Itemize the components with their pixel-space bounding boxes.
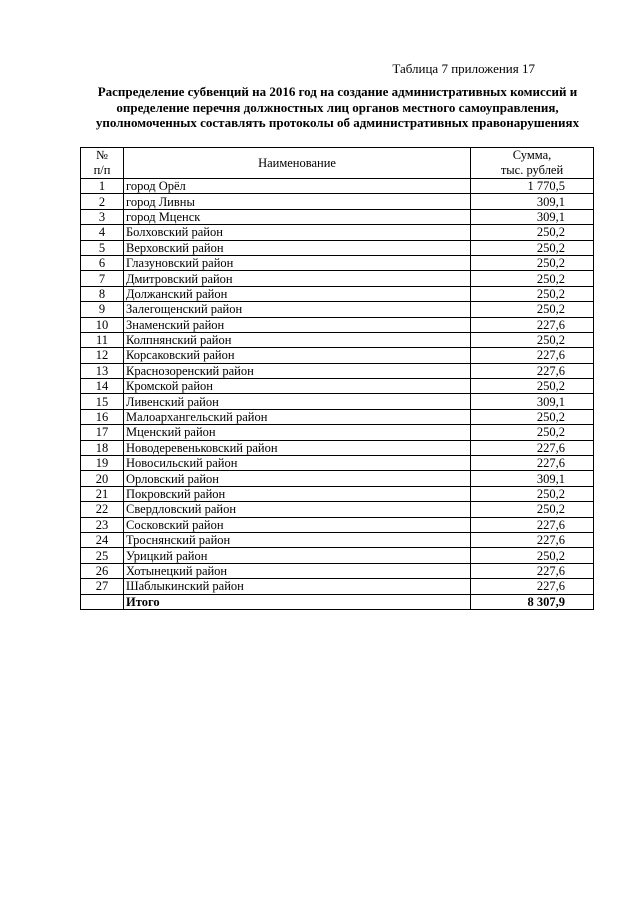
row-sum: 250,2 — [471, 271, 594, 286]
table-header-row — [81, 148, 594, 179]
header-number — [81, 148, 124, 179]
row-name: Ливенский район — [124, 394, 471, 409]
table-row — [81, 225, 594, 240]
row-number: 23 — [81, 517, 124, 532]
row-sum: 227,6 — [471, 563, 594, 578]
table-row — [81, 286, 594, 301]
total-row — [81, 594, 594, 609]
row-name: Новодеревеньковский район — [124, 440, 471, 455]
row-name: Залегощенский район — [124, 302, 471, 317]
row-name: Хотынецкий район — [124, 563, 471, 578]
row-number: 1 — [81, 179, 124, 194]
row-number: 7 — [81, 271, 124, 286]
table-row — [81, 363, 594, 378]
row-name: Троснянский район — [124, 532, 471, 547]
table-reference: Таблица 7 приложения 17 — [392, 61, 535, 76]
row-number: 19 — [81, 456, 124, 471]
row-sum: 309,1 — [471, 194, 594, 209]
row-number: 3 — [81, 209, 124, 224]
table-row — [81, 348, 594, 363]
row-number: 6 — [81, 255, 124, 270]
row-number: 15 — [81, 394, 124, 409]
row-sum: 250,2 — [471, 502, 594, 517]
row-sum: 309,1 — [471, 209, 594, 224]
subsidy-table — [80, 147, 594, 610]
header-sum — [471, 148, 594, 179]
row-number: 10 — [81, 317, 124, 332]
row-number: 8 — [81, 286, 124, 301]
header-name: Наименование — [124, 148, 471, 179]
row-sum: 309,1 — [471, 471, 594, 486]
row-name: Урицкий район — [124, 548, 471, 563]
table-row — [81, 255, 594, 270]
table-row — [81, 425, 594, 440]
table-row — [81, 532, 594, 547]
header-number-line2: п/п — [93, 163, 111, 177]
table-row — [81, 517, 594, 532]
row-name: Болховский район — [124, 225, 471, 240]
table-row — [81, 332, 594, 347]
table-row — [81, 548, 594, 563]
row-sum: 250,2 — [471, 548, 594, 563]
row-number: 26 — [81, 563, 124, 578]
row-sum: 250,2 — [471, 425, 594, 440]
row-sum: 250,2 — [471, 286, 594, 301]
document-title: Распределение субвенций на 2016 год на создание административных комиссий и определение перечня должностных лиц органов местного самоуправления, уполномоченных составлять протоколы об административных правонарушениях — [95, 84, 580, 130]
row-name: город Орёл — [124, 179, 471, 194]
row-name: Знаменский район — [124, 317, 471, 332]
row-number: 13 — [81, 363, 124, 378]
row-number: 9 — [81, 302, 124, 317]
row-name: Орловский район — [124, 471, 471, 486]
row-number: 17 — [81, 425, 124, 440]
row-number: 27 — [81, 579, 124, 594]
row-number: 11 — [81, 332, 124, 347]
row-name: Корсаковский район — [124, 348, 471, 363]
row-name: Дмитровский район — [124, 271, 471, 286]
row-name: Верховский район — [124, 240, 471, 255]
row-sum: 250,2 — [471, 225, 594, 240]
row-number: 20 — [81, 471, 124, 486]
row-number: 24 — [81, 532, 124, 547]
row-sum: 250,2 — [471, 255, 594, 270]
row-sum: 227,6 — [471, 456, 594, 471]
table-row — [81, 456, 594, 471]
row-sum: 227,6 — [471, 440, 594, 455]
row-name: Свердловский район — [124, 502, 471, 517]
table-row — [81, 194, 594, 209]
row-number: 18 — [81, 440, 124, 455]
row-name: Покровский район — [124, 486, 471, 501]
table-row — [81, 471, 594, 486]
row-sum: 227,6 — [471, 517, 594, 532]
row-number: 16 — [81, 409, 124, 424]
row-number: 22 — [81, 502, 124, 517]
row-sum: 1 770,5 — [471, 179, 594, 194]
row-sum: 250,2 — [471, 240, 594, 255]
row-sum: 250,2 — [471, 302, 594, 317]
row-number: 12 — [81, 348, 124, 363]
row-sum: 8 307,9 — [471, 594, 594, 609]
row-name: Колпнянский район — [124, 332, 471, 347]
row-number: 14 — [81, 379, 124, 394]
row-sum: 309,1 — [471, 394, 594, 409]
table-row — [81, 486, 594, 501]
row-name: город Ливны — [124, 194, 471, 209]
table-row — [81, 209, 594, 224]
row-number: 21 — [81, 486, 124, 501]
row-name: Кромской район — [124, 379, 471, 394]
table-row — [81, 440, 594, 455]
header-sum-line1: Сумма, — [512, 148, 552, 162]
row-sum: 250,2 — [471, 332, 594, 347]
row-name: Новосильский район — [124, 456, 471, 471]
row-number: 2 — [81, 194, 124, 209]
row-sum: 227,6 — [471, 348, 594, 363]
row-name: город Мценск — [124, 209, 471, 224]
row-sum: 250,2 — [471, 379, 594, 394]
table-row — [81, 394, 594, 409]
row-number: 25 — [81, 548, 124, 563]
row-sum: 250,2 — [471, 409, 594, 424]
row-number — [81, 594, 124, 609]
row-name: Глазуновский район — [124, 255, 471, 270]
table-row — [81, 379, 594, 394]
row-sum: 250,2 — [471, 486, 594, 501]
row-name: Краснозоренский район — [124, 363, 471, 378]
header-number-line1: № — [96, 148, 108, 162]
row-name: Сосковский район — [124, 517, 471, 532]
table-row — [81, 179, 594, 194]
row-name: Шаблыкинский район — [124, 579, 471, 594]
table-row — [81, 502, 594, 517]
row-name: Мценский район — [124, 425, 471, 440]
row-sum: 227,6 — [471, 317, 594, 332]
table-body — [81, 179, 594, 610]
row-sum: 227,6 — [471, 363, 594, 378]
table-row — [81, 579, 594, 594]
table-row — [81, 240, 594, 255]
table-row — [81, 302, 594, 317]
table-row — [81, 563, 594, 578]
row-name: Малоархангельский район — [124, 409, 471, 424]
row-name: Итого — [124, 594, 471, 609]
header-sum-line2: тыс. рублей — [500, 163, 564, 177]
row-number: 4 — [81, 225, 124, 240]
row-sum: 227,6 — [471, 579, 594, 594]
row-number: 5 — [81, 240, 124, 255]
row-sum: 227,6 — [471, 532, 594, 547]
table-row — [81, 409, 594, 424]
table-row — [81, 317, 594, 332]
table-row — [81, 271, 594, 286]
row-name: Должанский район — [124, 286, 471, 301]
